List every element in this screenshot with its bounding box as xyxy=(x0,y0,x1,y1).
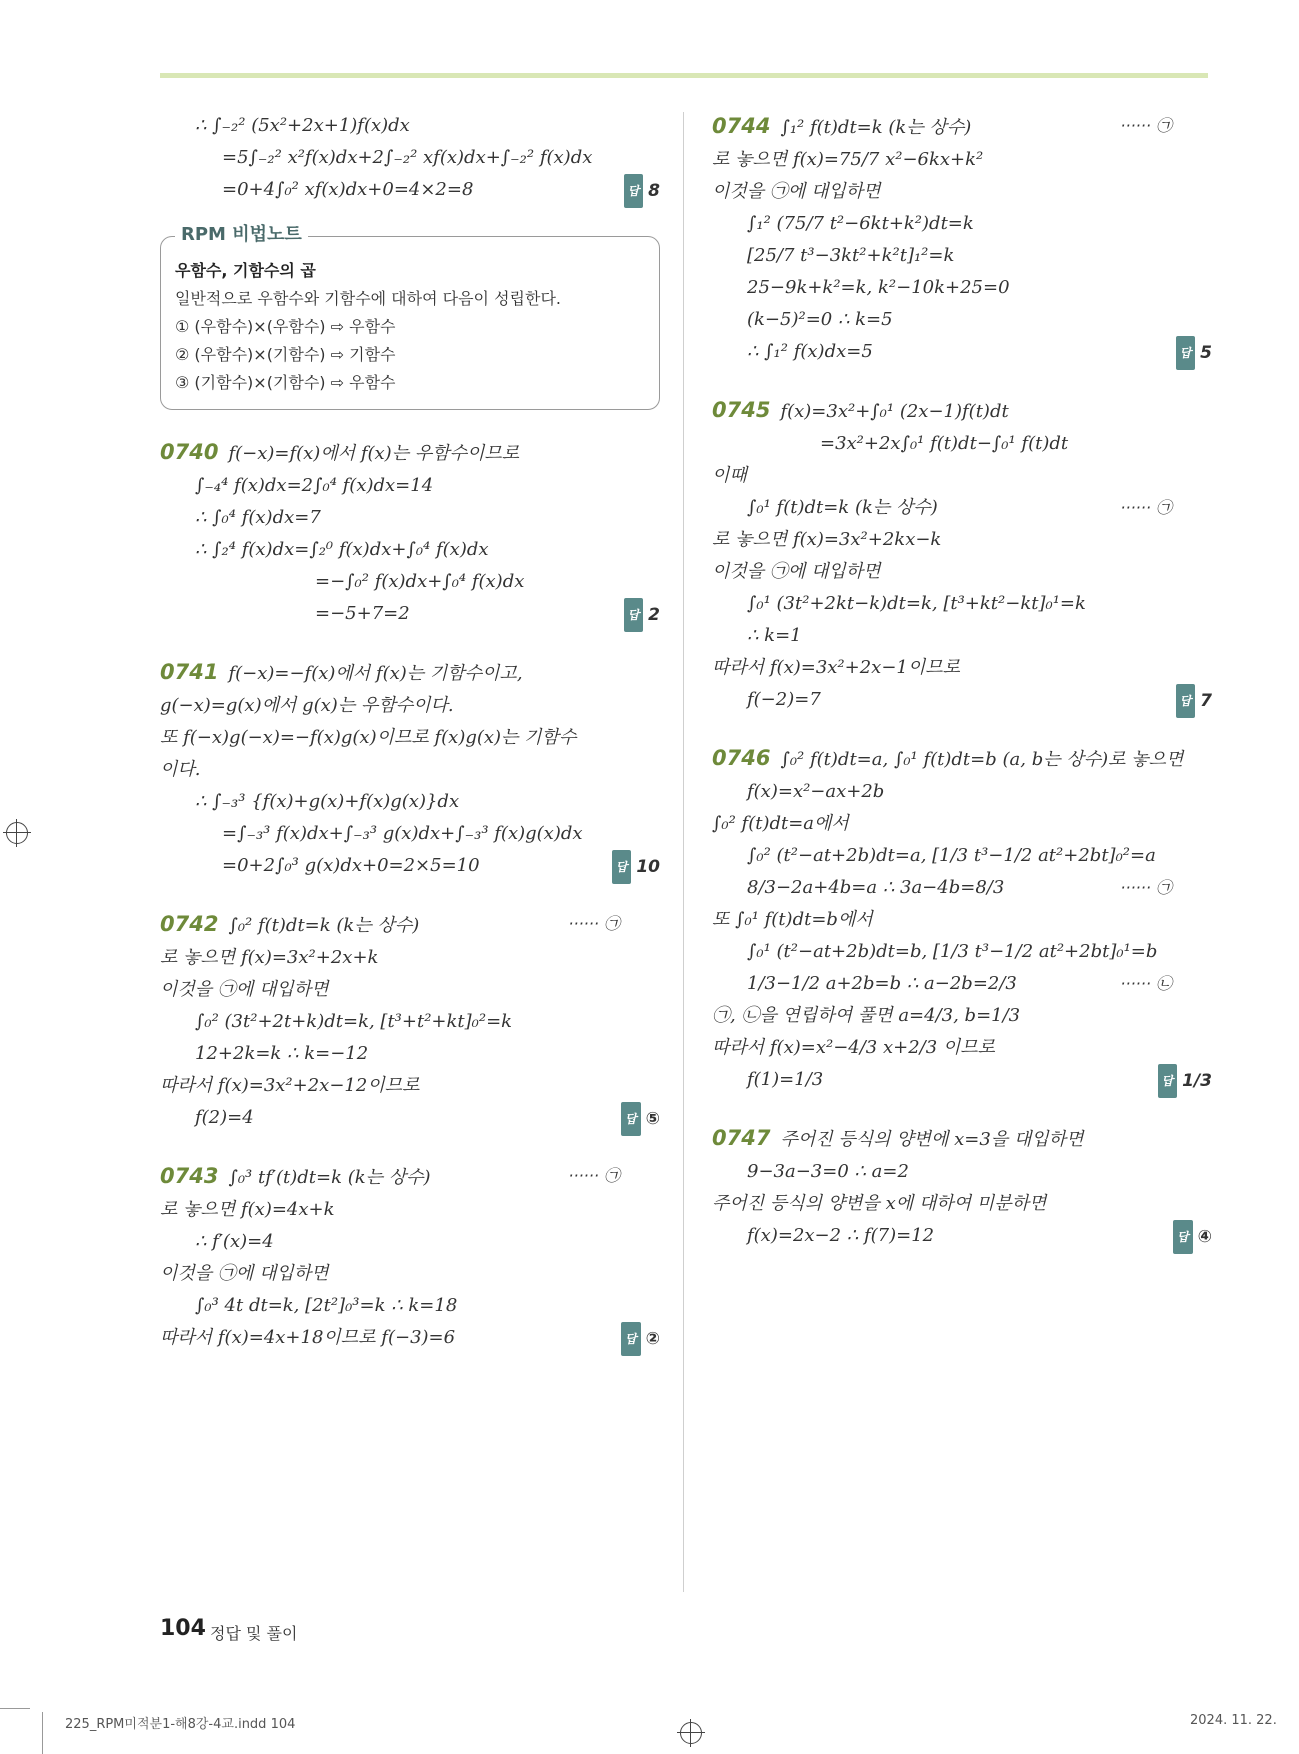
column-divider xyxy=(683,112,684,1592)
problem-number: 0744 xyxy=(712,114,771,138)
registration-mark-icon xyxy=(6,822,28,844)
header-rule xyxy=(160,73,1208,78)
intro-line: =5∫₋₂² x²f(x)dx+2∫₋₂² xf(x)dx+∫₋₂² f(x)dx xyxy=(222,147,593,168)
problem-number: 0743 xyxy=(160,1164,219,1188)
section-label: 정답 및 풀이 xyxy=(210,1624,298,1643)
page-number: 104 xyxy=(160,1616,206,1641)
rpm-note-box xyxy=(160,224,660,410)
registration-mark-icon xyxy=(680,1722,702,1744)
note-body: 일반적으로 우함수와 기함수에 대하여 다음이 성립한다. xyxy=(175,289,562,308)
answer-badge: 답 ② xyxy=(621,1322,660,1356)
problem-0744: 0744 ∫₁² f(t)dt=k (k는 상수) ······ ㉠ 로 놓으면 f(x)=75/7 x²−6kx+k² 이것을 ㉠에 대입하면 ∫₁² (75/7 t²−6kt+k²)dt=k [25/7 t³−3kt²+k²t]₁²=k 25−9k+k²=k, k²−10k+25=0 (k−5)²=0 ∴ k=5 ∴ ∫₁² f(x)dx=5 답 5 xyxy=(712,110,1212,368)
intro-line: =0+4∫₀² xf(x)dx+0=4×2=8 답 8 xyxy=(160,174,660,206)
note-item: ③ (기함수)×(기함수) ⇨ 우함수 xyxy=(175,373,396,392)
problem-0745: 0745 f(x)=3x²+∫₀¹ (2x−1)f(t)dt =3x²+2x∫₀¹ f(t)dt−∫₀¹ f(t)dt 이때 ∫₀¹ f(t)dt=k (k는 상수) ······ ㉠ 로 놓으면 f(x)=3x²+2kx−k 이것을 ㉠에 대입하면 ∫₀¹ (3t²+2kt−k)dt=k, [t³+kt²−kt]₀¹=k ∴ k=1 따라서 f(x)=3x²+2x−1이므로 f(−2)=7 답 7 xyxy=(712,394,1212,716)
problem-0741: 0741 f(−x)=−f(x)에서 f(x)는 기함수이고, g(−x)=g(x)에서 g(x)는 우함수이다. 또 f(−x)g(−x)=−f(x)g(x)이므로 f(x)g(x)는 기함수 이다. ∴ ∫₋₃³ {f(x)+g(x)+f(x)g(x)}dx =∫₋₃³ f(x)dx+∫₋₃³ g(x)dx+∫₋₃³ f(x)g(x)dx =0+2∫₀³ g(x)dx+0=2×5=10 답 10 xyxy=(160,656,660,882)
problem-number: 0740 xyxy=(160,440,219,464)
problem-number: 0747 xyxy=(712,1126,771,1150)
answer-badge: 답 7 xyxy=(1176,684,1212,718)
problem-number: 0746 xyxy=(712,746,771,770)
print-date: 2024. 11. 22. xyxy=(1190,1713,1277,1728)
answer-badge: 답 5 xyxy=(1176,336,1212,370)
problem-0742: 0742 ∫₀² f(t)dt=k (k는 상수) ······ ㉠ 로 놓으면 f(x)=3x²+2x+k 이것을 ㉠에 대입하면 ∫₀² (3t²+2t+k)dt=k, [t³+t²+kt]₀²=k 12+2k=k ∴ k=−12 따라서 f(x)=3x²+2x−12이므로 f(2)=4 답 ⑤ xyxy=(160,908,660,1134)
problem-0746: 0746 ∫₀² f(t)dt=a, ∫₀¹ f(t)dt=b (a, b는 상수)로 놓으면 f(x)=x²−ax+2b ∫₀² f(t)dt=a에서 ∫₀² (t²−at+2b)dt=a, [1/3 t³−1/2 at²+2bt]₀²=a 8/3−2a+4b=a ∴ 3a−4b=8/3 ······ ㉠ 또 ∫₀¹ f(t)dt=b에서 ∫₀¹ (t²−at+2b)dt=b, [1/3 t³−1/2 at²+2bt]₀¹=b 1/3−1/2 a+2b=b ∴ a−2b=2/3 ······ ㉡ ㉠, ㉡을 연립하여 풀면 a=4/3, b=1/3 따라서 f(x)=x²−4/3 x+2/3 이므로 f(1)=1/3 답 1/3 xyxy=(712,742,1212,1096)
crop-mark xyxy=(0,1708,30,1709)
answer-badge: 답 ④ xyxy=(1173,1220,1212,1254)
file-slug: 225_RPM미적분1-해8강-4교.indd 104 xyxy=(65,1717,296,1732)
left-column xyxy=(160,110,660,1356)
answer-badge: 답 1/3 xyxy=(1158,1064,1212,1098)
right-column xyxy=(712,110,1212,1254)
answer-badge: 답 8 xyxy=(624,174,660,208)
problem-0740: 0740 f(−x)=f(x)에서 f(x)는 우함수이므로 ∫₋₄⁴ f(x)dx=2∫₀⁴ f(x)dx=14 ∴ ∫₀⁴ f(x)dx=7 ∴ ∫₂⁴ f(x)dx=∫₂⁰ f(x)dx+∫₀⁴ f(x)dx =−∫₀² f(x)dx+∫₀⁴ f(x)dx =−5+7=2 답 2 xyxy=(160,436,660,630)
note-badge: RPM 비법노트 xyxy=(175,221,308,249)
answer-badge: 답 2 xyxy=(624,598,660,632)
intro-line: ∴ ∫₋₂² (5x²+2x+1)f(x)dx xyxy=(195,115,410,136)
problem-number: 0745 xyxy=(712,398,771,422)
problem-0747: 0747 주어진 등식의 양변에 x=3을 대입하면 9−3a−3=0 ∴ a=2 주어진 등식의 양변을 x에 대하여 미분하면 f(x)=2x−2 ∴ f(7)=12 답 ④ xyxy=(712,1122,1212,1252)
problem-number: 0741 xyxy=(160,660,219,684)
note-item: ① (우함수)×(우함수) ⇨ 우함수 xyxy=(175,317,396,336)
note-title: 우함수, 기함수의 곱 xyxy=(175,261,316,280)
problem-number: 0742 xyxy=(160,912,219,936)
answer-badge: 답 10 xyxy=(612,850,660,884)
note-item: ② (우함수)×(기함수) ⇨ 기함수 xyxy=(175,345,396,364)
problem-0743: 0743 ∫₀³ tf′(t)dt=k (k는 상수) ······ ㉠ 로 놓으면 f(x)=4x+k ∴ f′(x)=4 이것을 ㉠에 대입하면 ∫₀³ 4t dt=k, [2t²]₀³=k ∴ k=18 따라서 f(x)=4x+18이므로 f(−3)=6 답 ② xyxy=(160,1160,660,1354)
crop-mark xyxy=(42,1712,43,1754)
answer-badge: 답 ⑤ xyxy=(621,1102,660,1136)
